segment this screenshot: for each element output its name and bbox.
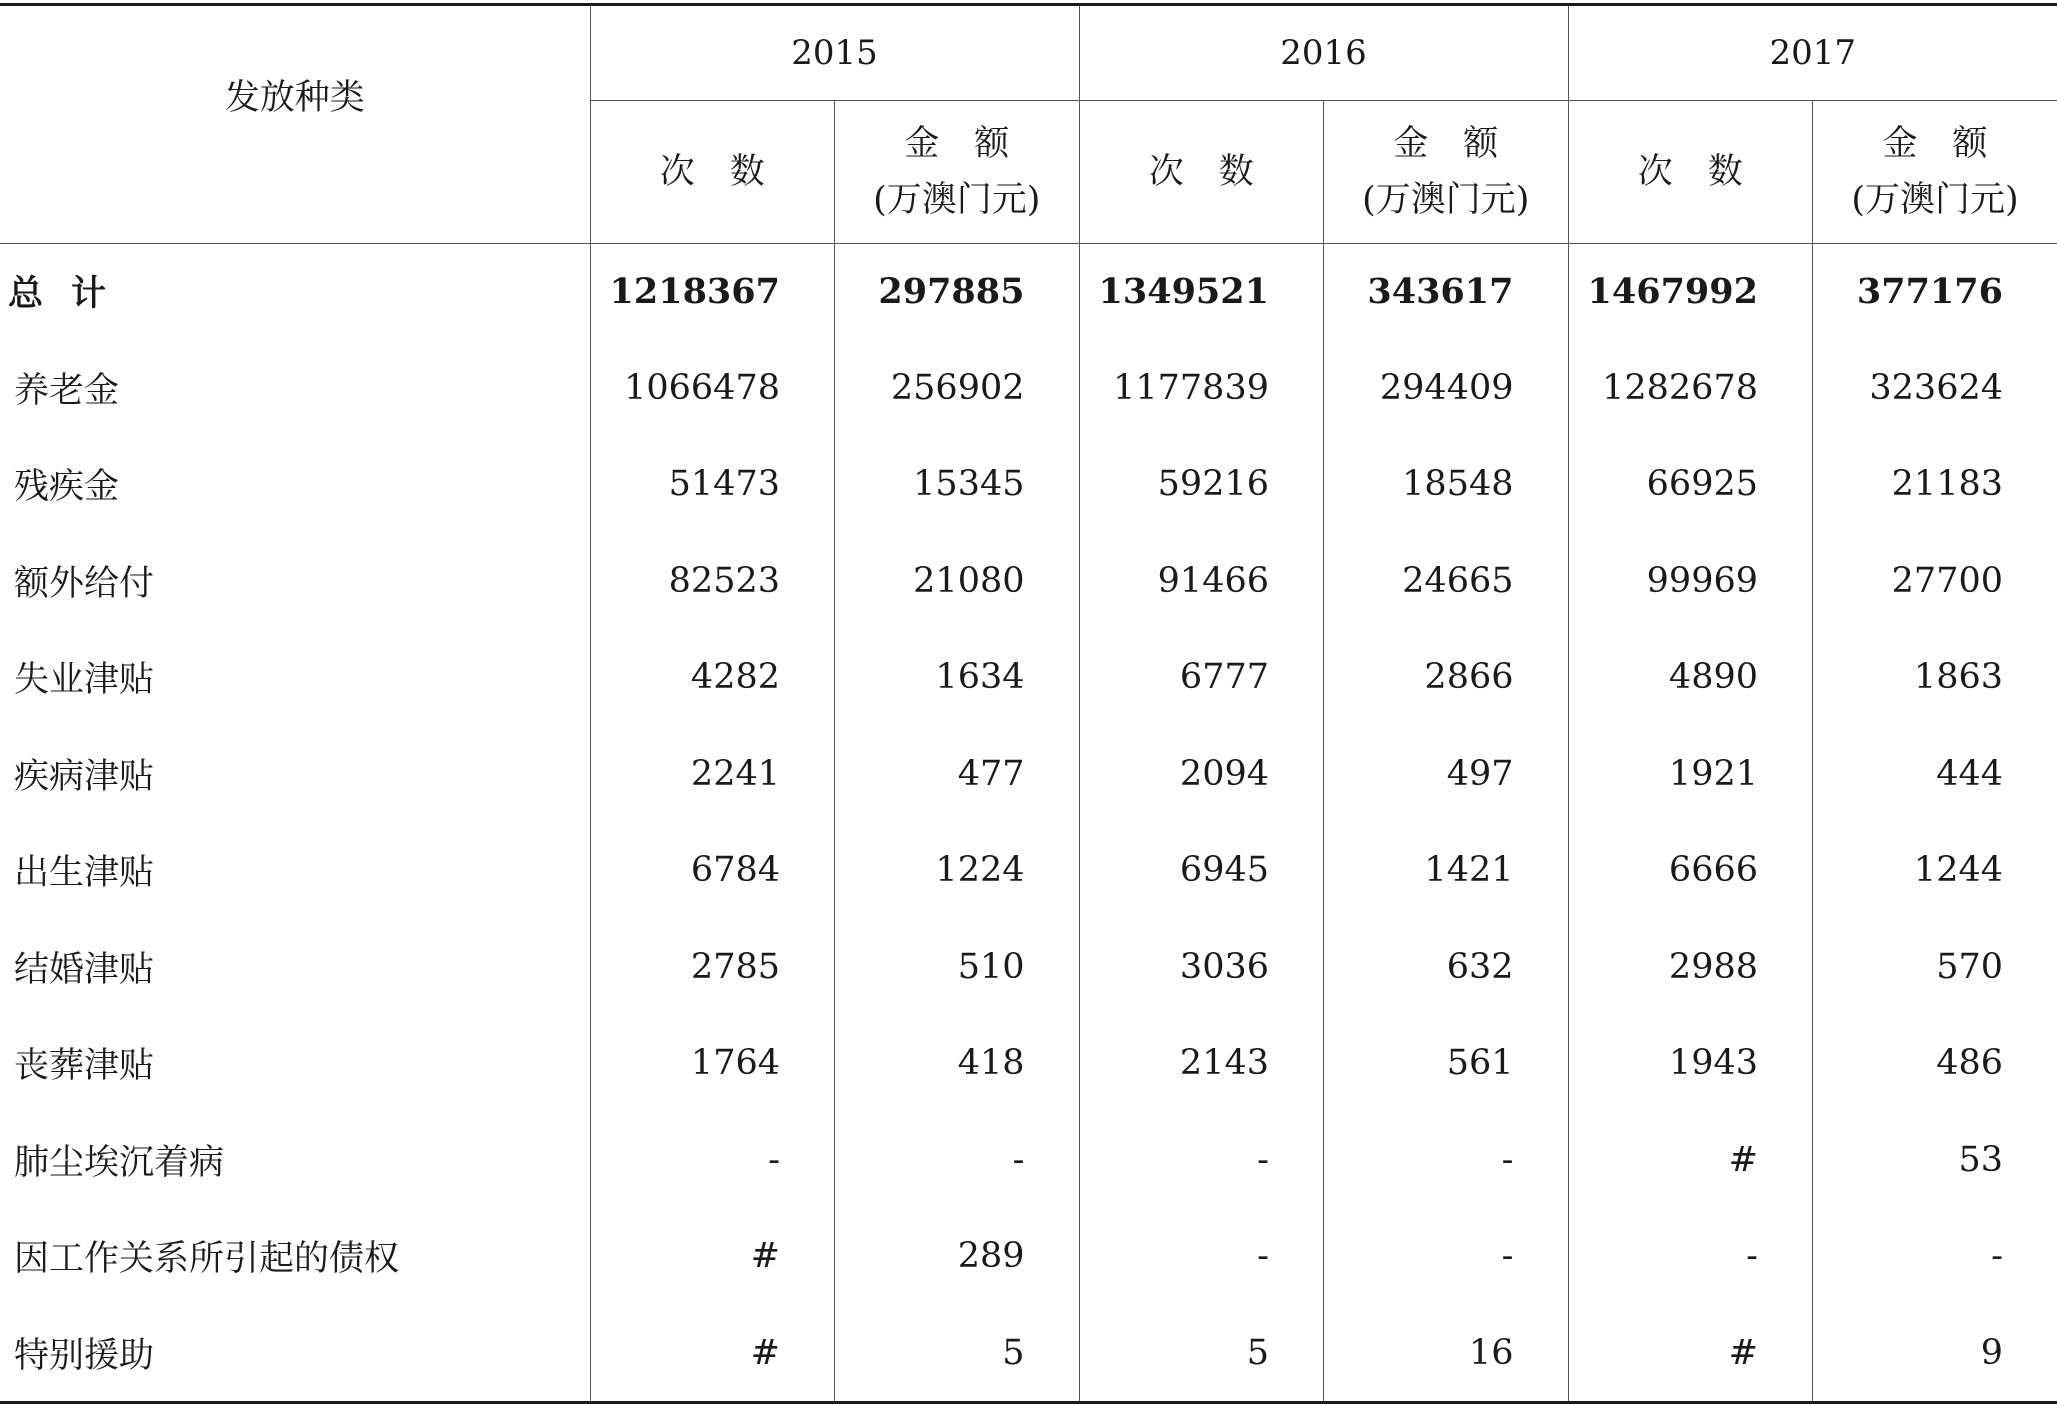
cell-count-2015: 1764 bbox=[590, 1015, 835, 1112]
cell-amount-2016: 561 bbox=[1324, 1015, 1569, 1112]
cell-amount-2017: 444 bbox=[1813, 726, 2057, 823]
amount-header-2016 bbox=[1324, 101, 1569, 244]
cell-count-2015: 4282 bbox=[590, 629, 835, 726]
cell-amount-2017: 53 bbox=[1813, 1112, 2057, 1209]
cell-count-2017: 1282678 bbox=[1568, 340, 1813, 437]
cell-count-2017: 1467992 bbox=[1568, 244, 1813, 340]
cell-count-2017: 1921 bbox=[1568, 726, 1813, 823]
cell-count-2017: 6666 bbox=[1568, 822, 1813, 919]
cell-amount-2015: 21080 bbox=[835, 533, 1080, 630]
table-row bbox=[0, 919, 2057, 1016]
cell-amount-2017: 323624 bbox=[1813, 340, 2057, 437]
cell-amount-2015: 1634 bbox=[835, 629, 1080, 726]
row-label: 失业津贴 bbox=[0, 629, 590, 726]
cell-count-2017: 2988 bbox=[1568, 919, 1813, 1016]
cell-amount-2015: 418 bbox=[835, 1015, 1080, 1112]
cell-amount-2016: 1421 bbox=[1324, 822, 1569, 919]
cell-amount-2015: 1224 bbox=[835, 822, 1080, 919]
table-row bbox=[0, 340, 2057, 437]
cell-count-2017: 99969 bbox=[1568, 533, 1813, 630]
cell-count-2017: # bbox=[1568, 1112, 1813, 1209]
amount-header-2017 bbox=[1813, 101, 2057, 244]
year-header-2016: 2016 bbox=[1079, 5, 1568, 101]
cell-amount-2017: 27700 bbox=[1813, 533, 2057, 630]
table-row bbox=[0, 822, 2057, 919]
cell-amount-2016: 2866 bbox=[1324, 629, 1569, 726]
cell-amount-2015: 289 bbox=[835, 1208, 1080, 1305]
cell-count-2016: 2143 bbox=[1079, 1015, 1324, 1112]
amount-unit: (万澳门元) bbox=[836, 172, 1078, 228]
cell-amount-2015: 5 bbox=[835, 1305, 1080, 1403]
cell-count-2017: # bbox=[1568, 1305, 1813, 1403]
category-header: 发放种类 bbox=[0, 5, 590, 244]
year-header-2015: 2015 bbox=[590, 5, 1079, 101]
cell-count-2015: 2241 bbox=[590, 726, 835, 823]
cell-count-2015: 6784 bbox=[590, 822, 835, 919]
amount-unit: (万澳门元) bbox=[1814, 172, 2056, 228]
cell-amount-2017: 1863 bbox=[1813, 629, 2057, 726]
cell-count-2016: 6945 bbox=[1079, 822, 1324, 919]
table-row bbox=[0, 629, 2057, 726]
cell-count-2016: 3036 bbox=[1079, 919, 1324, 1016]
header-row-years bbox=[0, 5, 2057, 101]
table-row bbox=[0, 726, 2057, 823]
cell-amount-2017: 570 bbox=[1813, 919, 2057, 1016]
cell-count-2016: 5 bbox=[1079, 1305, 1324, 1403]
table-row bbox=[0, 533, 2057, 630]
count-header-2017 bbox=[1568, 101, 1813, 244]
cell-amount-2017: - bbox=[1813, 1208, 2057, 1305]
year-header-2017: 2017 bbox=[1568, 5, 2057, 101]
benefits-table bbox=[0, 3, 2057, 1404]
cell-count-2016: 59216 bbox=[1079, 436, 1324, 533]
table-row bbox=[0, 1305, 2057, 1403]
cell-amount-2017: 377176 bbox=[1813, 244, 2057, 340]
cell-count-2017: 66925 bbox=[1568, 436, 1813, 533]
table-row bbox=[0, 436, 2057, 533]
row-label: 总计 bbox=[0, 244, 590, 340]
cell-amount-2016: 24665 bbox=[1324, 533, 1569, 630]
cell-amount-2015: 256902 bbox=[835, 340, 1080, 437]
row-label: 肺尘埃沉着病 bbox=[0, 1112, 590, 1209]
cell-amount-2017: 486 bbox=[1813, 1015, 2057, 1112]
amount-header-2015 bbox=[835, 101, 1080, 244]
cell-count-2016: 1349521 bbox=[1079, 244, 1324, 340]
cell-count-2017: 4890 bbox=[1568, 629, 1813, 726]
cell-amount-2017: 1244 bbox=[1813, 822, 2057, 919]
cell-count-2016: - bbox=[1079, 1112, 1324, 1209]
count-header-2016 bbox=[1079, 101, 1324, 244]
cell-amount-2016: 632 bbox=[1324, 919, 1569, 1016]
cell-count-2016: 91466 bbox=[1079, 533, 1324, 630]
cell-count-2016: 1177839 bbox=[1079, 340, 1324, 437]
cell-count-2016: 2094 bbox=[1079, 726, 1324, 823]
table-row-total bbox=[0, 244, 2057, 340]
cell-count-2015: - bbox=[590, 1112, 835, 1209]
cell-count-2016: - bbox=[1079, 1208, 1324, 1305]
table-row bbox=[0, 1015, 2057, 1112]
cell-amount-2016: 18548 bbox=[1324, 436, 1569, 533]
count-label: 次 数 bbox=[1638, 152, 1743, 192]
row-label: 养老金 bbox=[0, 340, 590, 437]
count-header-2015 bbox=[590, 101, 835, 244]
cell-count-2015: 1066478 bbox=[590, 340, 835, 437]
cell-count-2015: 2785 bbox=[590, 919, 835, 1016]
amount-label: 金 额 bbox=[1814, 116, 2056, 172]
cell-count-2015: 1218367 bbox=[590, 244, 835, 340]
amount-label: 金 额 bbox=[836, 116, 1078, 172]
cell-amount-2016: - bbox=[1324, 1208, 1569, 1305]
cell-amount-2015: - bbox=[835, 1112, 1080, 1209]
cell-amount-2017: 21183 bbox=[1813, 436, 2057, 533]
cell-amount-2015: 15345 bbox=[835, 436, 1080, 533]
table-body bbox=[0, 244, 2057, 1403]
amount-label: 金 额 bbox=[1325, 116, 1567, 172]
amount-unit: (万澳门元) bbox=[1325, 172, 1567, 228]
row-label: 结婚津贴 bbox=[0, 919, 590, 1016]
cell-amount-2015: 510 bbox=[835, 919, 1080, 1016]
cell-count-2015: 82523 bbox=[590, 533, 835, 630]
row-label: 出生津贴 bbox=[0, 822, 590, 919]
row-label: 额外给付 bbox=[0, 533, 590, 630]
count-label: 次 数 bbox=[660, 152, 765, 192]
cell-count-2015: 51473 bbox=[590, 436, 835, 533]
cell-count-2017: 1943 bbox=[1568, 1015, 1813, 1112]
cell-count-2017: - bbox=[1568, 1208, 1813, 1305]
row-label: 丧葬津贴 bbox=[0, 1015, 590, 1112]
count-label: 次 数 bbox=[1149, 152, 1254, 192]
table-row bbox=[0, 1112, 2057, 1209]
cell-amount-2016: 294409 bbox=[1324, 340, 1569, 437]
cell-amount-2017: 9 bbox=[1813, 1305, 2057, 1403]
cell-count-2015: # bbox=[590, 1305, 835, 1403]
cell-count-2016: 6777 bbox=[1079, 629, 1324, 726]
row-label: 因工作关系所引起的债权 bbox=[0, 1208, 590, 1305]
cell-amount-2016: 497 bbox=[1324, 726, 1569, 823]
row-label: 残疾金 bbox=[0, 436, 590, 533]
row-label: 疾病津贴 bbox=[0, 726, 590, 823]
table-row bbox=[0, 1208, 2057, 1305]
cell-count-2015: # bbox=[590, 1208, 835, 1305]
cell-amount-2016: 16 bbox=[1324, 1305, 1569, 1403]
cell-amount-2016: - bbox=[1324, 1112, 1569, 1209]
row-label: 特别援助 bbox=[0, 1305, 590, 1403]
cell-amount-2015: 477 bbox=[835, 726, 1080, 823]
cell-amount-2016: 343617 bbox=[1324, 244, 1569, 340]
cell-amount-2015: 297885 bbox=[835, 244, 1080, 340]
